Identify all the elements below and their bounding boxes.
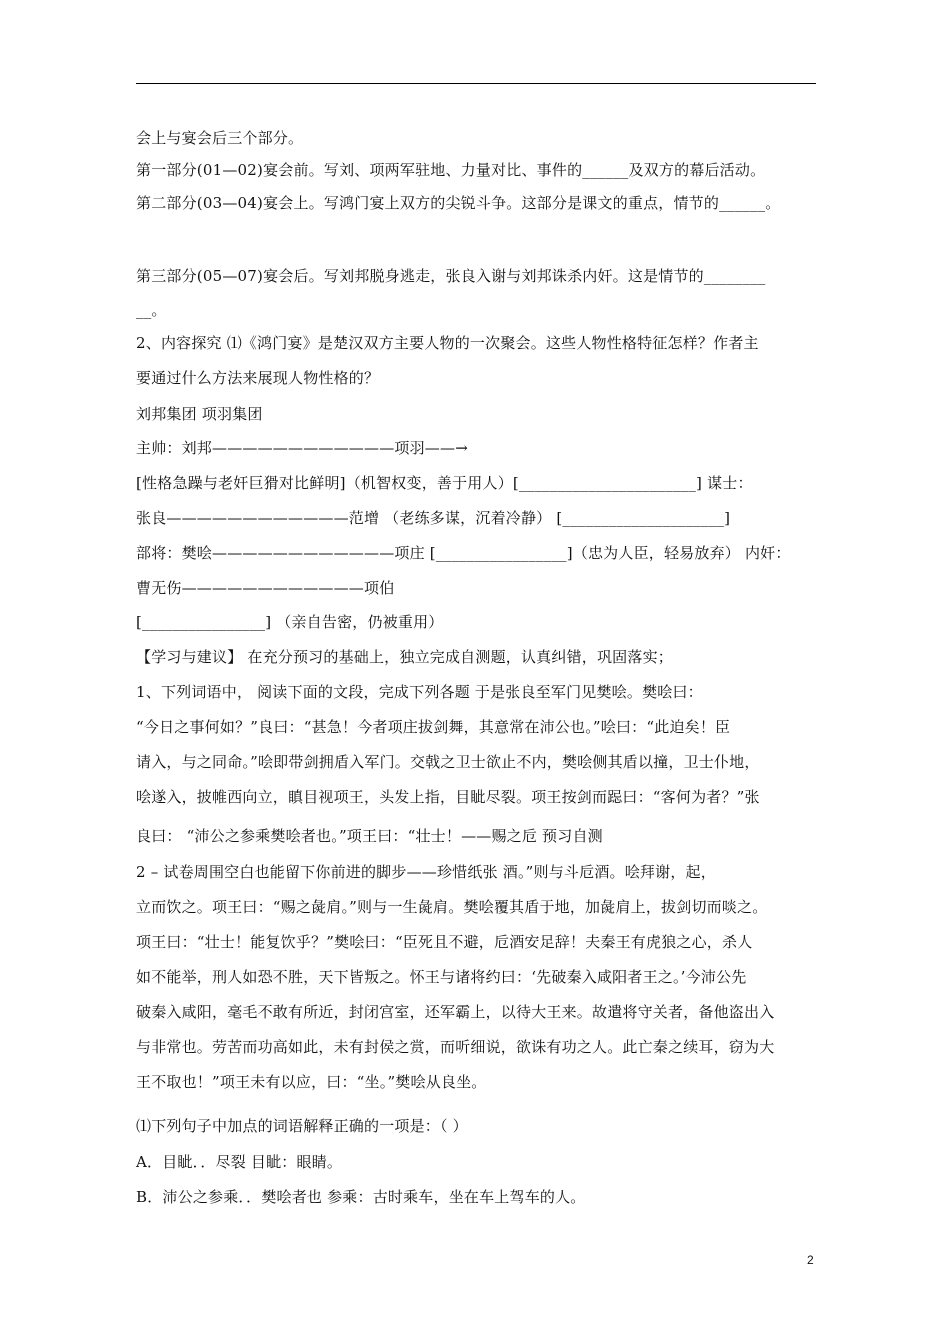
text-line: 要通过什么方法来展现人物性格的？ <box>136 369 380 387</box>
text-line: 第三部分(05—07)宴会后。写刘邦脱身逃走，张良入谢与刘邦诛杀内奸。这是情节的________ <box>136 267 766 285</box>
text-line: ⑴下列句子中加点的词语解释正确的一项是：（ ） <box>136 1117 468 1135</box>
text-line: 与非常也。劳苦而功高如此，未有封侯之赏，而听细说，欲诛有功之人。此亡秦之续耳，窃为大 <box>136 1038 775 1056</box>
text-line: 第一部分(01—02)宴会前。写刘、项两军驻地、力量对比、事件的______及双方的幕后活动。 <box>136 161 766 179</box>
text-line: 立而饮之。项王曰：“赐之彘肩。”则与一生彘肩。樊哙覆其盾于地，加彘肩上，拔剑切而啖之。 <box>136 898 768 916</box>
text-line: 主帅：刘邦————————————项羽——→ <box>136 439 468 457</box>
header-rule <box>136 83 816 84</box>
text-line: 哙遂入，披帷西向立，瞋目视项王，头发上指，目眦尽裂。项王按剑而跽曰：“客何为者？”张 <box>136 788 760 806</box>
text-line: 部将：樊哙————————————项庄 [_________________]（忠为人臣，轻易放弃） 内奸： <box>136 544 791 562</box>
text-line: [性格急躁与老奸巨猾对比鲜明]（机智权变，善于用人）[_______________________] 谋士： <box>136 474 753 492</box>
text-line: 项王曰：“壮士！能复饮乎？”樊哙曰：“臣死且不避，卮酒安足辞！夫秦王有虎狼之心，杀人 <box>136 933 753 951</box>
text-line: 2 – 试卷周围空白也能留下你前进的脚步——珍惜纸张 酒。”则与斗卮酒。哙拜谢，起， <box>136 863 716 881</box>
text-line: 第二部分(03—04)宴会上。写鸿门宴上双方的尖锐斗争。这部分是课文的重点，情节的______。 <box>136 194 781 212</box>
text-line: 破秦入咸阳，毫毛不敢有所近，封闭宫室，还军霸上，以待大王来。故遣将守关者，备他盗出入 <box>136 1003 775 1021</box>
page-number: 2 <box>807 1253 814 1267</box>
text-line: A．目眦．．尽裂 目眦：眼睛。 <box>136 1153 343 1171</box>
text-line: 张良————————————范增 （老练多谋，沉着冷静） [_____________________] <box>136 509 731 527</box>
text-line: 请入，与之同命。”哙即带剑拥盾入军门。交戟之卫士欲止不内，樊哙侧其盾以撞，卫士仆地， <box>136 753 760 771</box>
text-line: 1、下列词语中， 阅读下面的文段，完成下列各题 于是张良至军门见樊哙。樊哙曰： <box>136 683 703 701</box>
text-line: 【学习与建议】 在充分预习的基础上，独立完成自测题，认真纠错，巩固落实； <box>136 648 673 666</box>
text-line: [________________] （亲自告密，仍被重用） <box>136 613 444 631</box>
text-line: 刘邦集团 项羽集团 <box>136 405 263 423</box>
text-line: 会上与宴会后三个部分。 <box>136 129 304 147</box>
text-line: 如不能举，刑人如恐不胜，天下皆叛之。怀王与诸将约曰：‘先破秦入咸阳者王之。’今沛公先 <box>136 968 747 986</box>
text-line: __。 <box>136 301 167 319</box>
text-line: 王不取也！”项王未有以应，曰：“坐。”樊哙从良坐。 <box>136 1073 487 1091</box>
text-line: 2、内容探究 ⑴《鸿门宴》是楚汉双方主要人物的一次聚会。这些人物性格特征怎样？作者主 <box>136 334 759 352</box>
text-line: “今日之事何如？”良曰：“甚急！今者项庄拔剑舞，其意常在沛公也。”哙曰：“此迫矣！臣 <box>136 718 731 736</box>
text-line: 良曰： “沛公之参乘樊哙者也。”项王曰：“壮士！——赐之卮 预习自测 <box>136 827 603 845</box>
text-line: 曹无伤————————————项伯 <box>136 579 395 597</box>
text-line: B．沛公之参乘．．樊哙者也 参乘：古时乘车，坐在车上驾车的人。 <box>136 1188 586 1206</box>
